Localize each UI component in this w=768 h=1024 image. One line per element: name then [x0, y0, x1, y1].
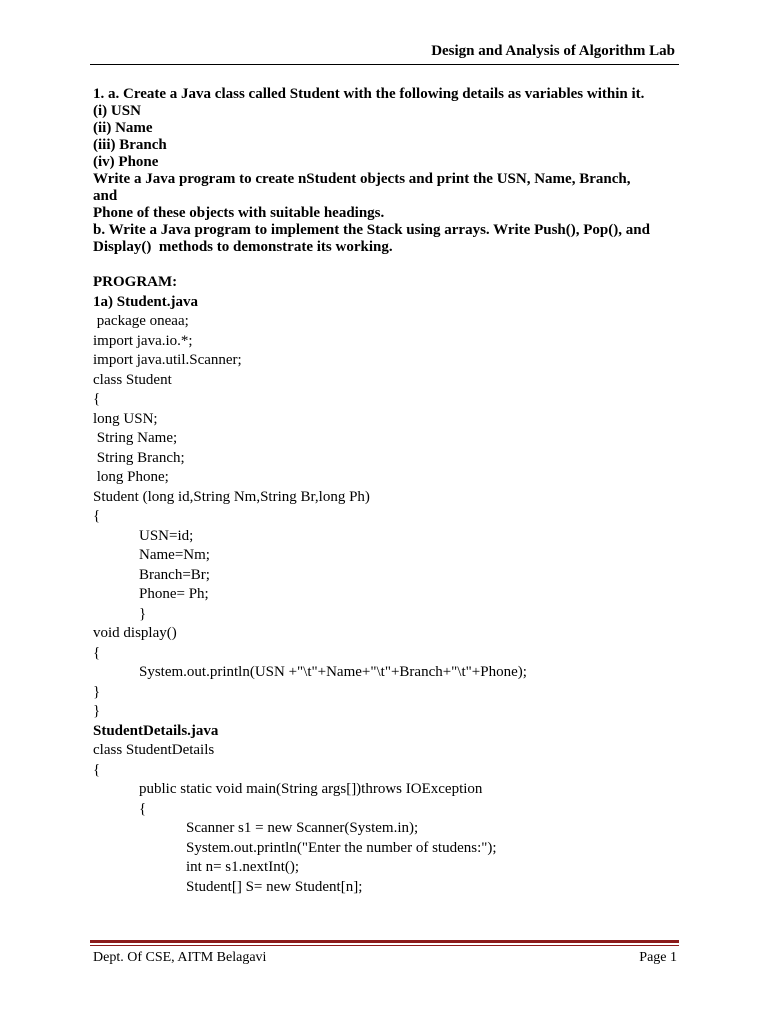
code-line: Phone= Ph;: [139, 586, 209, 602]
code-line: USN=id;: [139, 527, 194, 544]
code-line: Branch=Br;: [139, 566, 210, 583]
code-line: }: [93, 703, 101, 719]
code-line: Name=Nm;: [139, 547, 210, 563]
question-line: b. Write a Java program to implement the Stack using arrays. Write Push(), Pop(), and: [93, 222, 650, 238]
code-line: {: [93, 761, 101, 778]
footer-rule: [90, 940, 679, 943]
footer-rule-thin: [90, 945, 679, 946]
code-line: long Phone;: [93, 469, 169, 485]
code-line: {: [139, 800, 147, 817]
page-body: [93, 86, 683, 897]
question-line: Write a Java program to create nStudent objects and print the USN, Name, Branch,: [93, 171, 631, 187]
spacer: [93, 256, 683, 273]
code-line: class StudentDetails: [93, 742, 215, 758]
code-line: Student (long id,String Nm,String Br,long Ph): [93, 488, 370, 505]
code-line: package oneaa;: [93, 313, 189, 329]
code-line: class Student: [93, 371, 172, 388]
question-line: (iv) Phone: [93, 154, 159, 170]
file-heading-studentdetails: StudentDetails.java: [93, 722, 219, 739]
code-line: long USN;: [93, 410, 158, 427]
question-line: Display() methods to demonstrate its working.: [93, 239, 393, 255]
code-line: {: [93, 391, 101, 407]
code-line: Student[] S= new Student[n];: [186, 878, 363, 895]
code-line: }: [139, 605, 147, 622]
code-line: public static void main(String args[])throws IOException: [139, 781, 483, 797]
code-line: {: [93, 508, 101, 524]
header-rule: [90, 64, 679, 65]
code-line: String Branch;: [93, 449, 185, 466]
code-line: import java.util.Scanner;: [93, 352, 242, 368]
code-line: System.out.println("Enter the number of studens:");: [186, 839, 497, 856]
code-block-studentdetails: [93, 741, 683, 897]
program-heading: PROGRAM:: [93, 274, 178, 290]
code-line: void display(): [93, 625, 177, 641]
question-line: (i) USN: [93, 103, 141, 119]
code-line: int n= s1.nextInt();: [186, 859, 300, 875]
footer-department: Dept. Of CSE, AITM Belagavi: [93, 950, 267, 965]
question-line: and: [93, 188, 118, 204]
code-block-student: [93, 312, 683, 722]
question-line: (iii) Branch: [93, 137, 167, 153]
code-line: String Name;: [93, 430, 178, 446]
running-header-title: Design and Analysis of Algorithm Lab: [431, 43, 675, 59]
file-heading-student: 1a) Student.java: [93, 293, 199, 310]
question-line: Phone of these objects with suitable headings.: [93, 205, 385, 221]
code-line: System.out.println(USN +"\t"+Name+"\t"+Branch+"\t"+Phone);: [139, 664, 527, 680]
page-number: Page 1: [639, 950, 677, 965]
code-line: Scanner s1 = new Scanner(System.in);: [186, 820, 419, 836]
code-line: import java.io.*;: [93, 332, 193, 349]
question-block: [93, 86, 683, 256]
question-line: 1. a. Create a Java class called Student with the following details as variables within it.: [93, 86, 645, 102]
code-line: }: [93, 683, 101, 700]
code-line: {: [93, 644, 101, 661]
question-line: (ii) Name: [93, 120, 153, 136]
